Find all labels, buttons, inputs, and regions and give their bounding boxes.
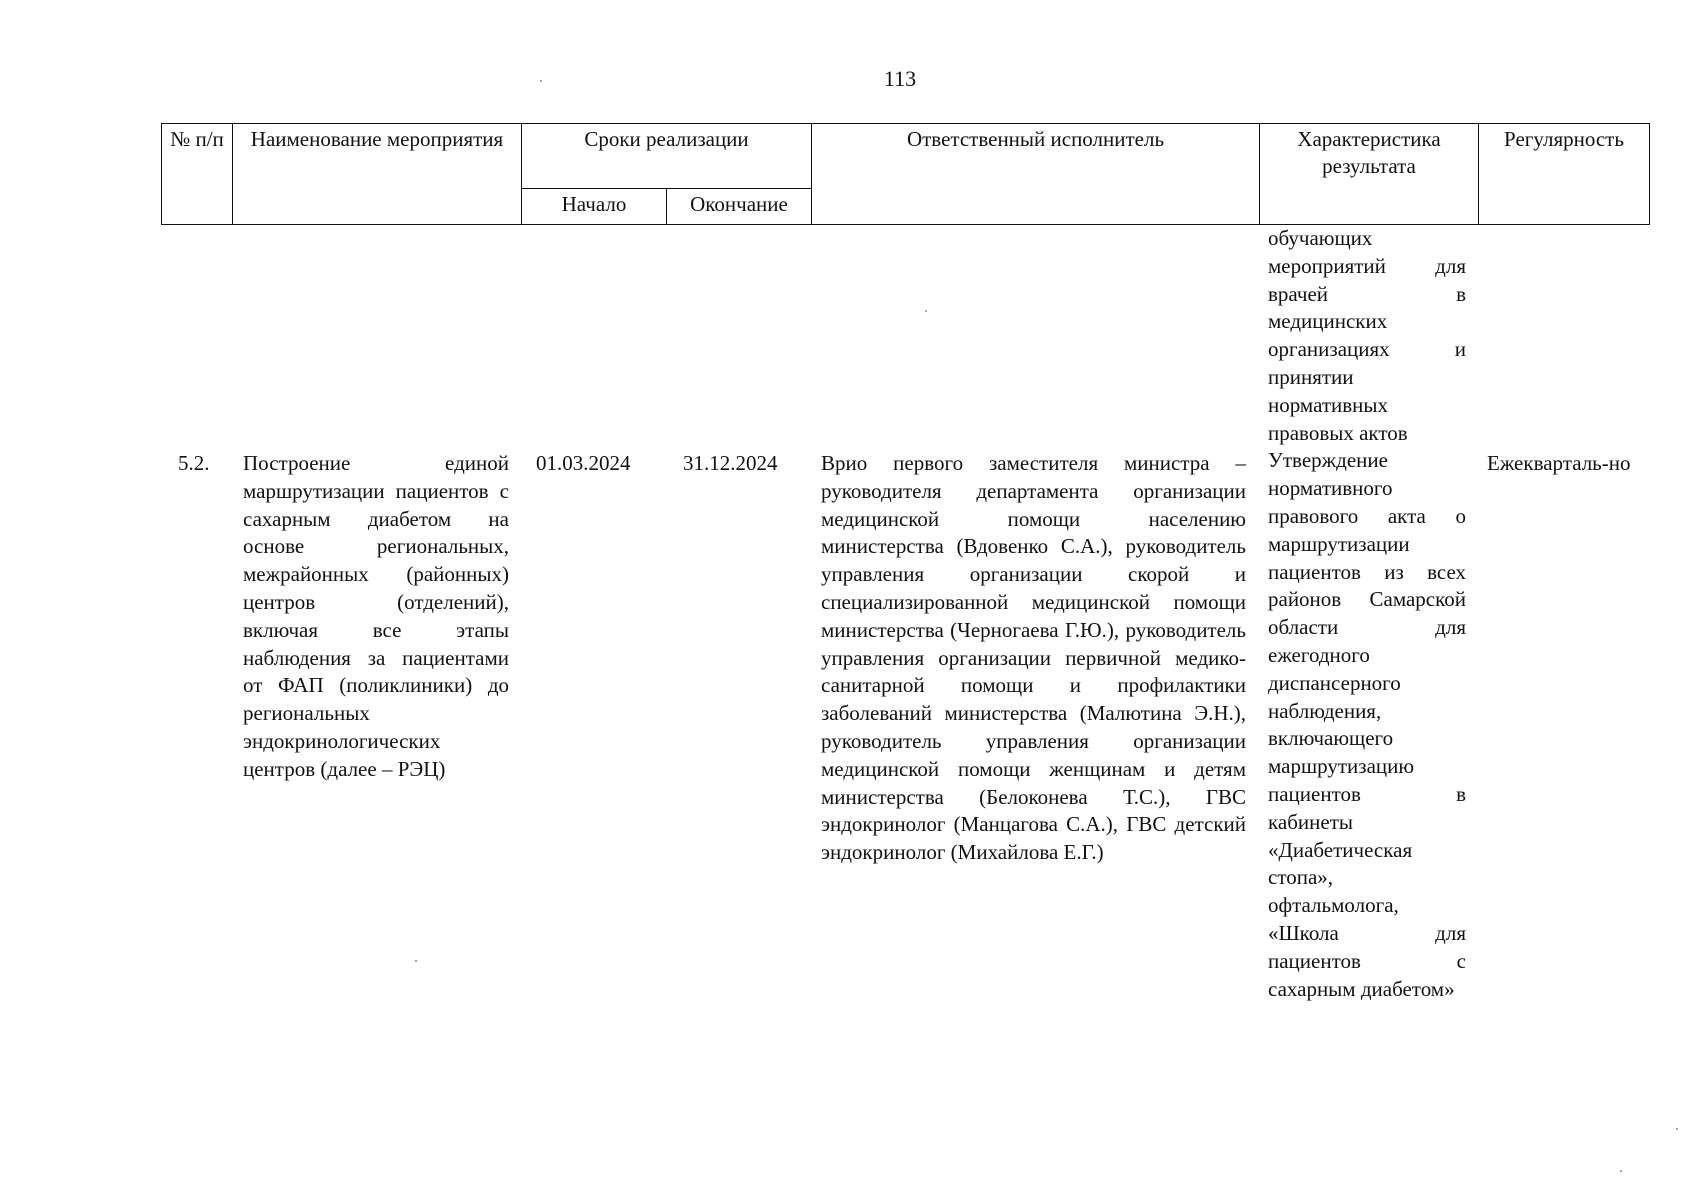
row-start: 01.03.2024	[536, 451, 631, 475]
table-header	[161, 123, 1650, 225]
scan-speck	[1620, 1170, 1622, 1172]
header-start: Начало	[522, 189, 667, 225]
header-regularity: Регулярность	[1479, 124, 1650, 225]
scan-speck	[925, 310, 927, 312]
header-responsible: Ответственный исполнитель	[812, 124, 1260, 225]
scan-speck	[415, 960, 417, 962]
scan-speck	[1676, 1128, 1678, 1130]
header-name: Наименование мероприятия	[233, 124, 522, 225]
scan-speck	[540, 80, 542, 82]
page-number: 113	[883, 66, 917, 91]
row-result: Утверждение нормативного правового акта о маршрутизации пациентов из всех районов Самарской области для ежегодного диспансерного наблюдения, включающего маршрутизацию пациентов в кабинеты «Диабетическая стопа», офтальмолога, «Школа для пациентов с сахарным диабетом»	[1268, 448, 1466, 1001]
header-terms: Сроки реализации	[522, 124, 812, 189]
header-result: Характеристика результата	[1260, 124, 1479, 225]
row-end: 31.12.2024	[683, 451, 778, 475]
row-num: 5.2.	[178, 451, 210, 475]
row-responsible: Врио первого заместителя министра – руководителя департамента организации медицинской помощи населению министерства (Вдовенко С.А.), руководитель управления организации скорой и специализированной медицинской помощи министерства (Черногаева Г.Ю.), руководитель управления организации первичной медико-санитарной помощи и профилактики заболеваний министерства (Малютина Э.Н.), руководитель управления организации медицинской помощи женщинам и детям министерства (Белоконева Т.С.), ГВС эндокринолог (Манцагова С.А.), ГВС детский эндокринолог (Михайлова Е.Г.)	[821, 451, 1246, 865]
row-name: Построение единой маршрутизации пациентов с сахарным диабетом на основе региональных, межрайонных (районных) центров (отделений), включая все этапы наблюдения за пациентами от ФАП (поликлиники) до региональных эндокринологических центров (далее – РЭЦ)	[243, 451, 509, 781]
header-num: № п/п	[162, 124, 233, 225]
result-continuation: обучающих мероприятий для врачей в медицинских организациях и принятии нормативных правовых актов Утверждение нормативного правового акта о маршрутизации пациентов из всех районов Самарской области для ежегодного диспансерного наблюдения, включающего маршрутизацию пациентов в кабинеты «Диабетическая стопа», офтальмолога, «Школа для пациентов с сахарным диабетом»	[1268, 226, 1466, 1001]
header-end: Окончание	[667, 189, 812, 225]
row-regularity: Ежекварталь-но	[1487, 451, 1631, 475]
